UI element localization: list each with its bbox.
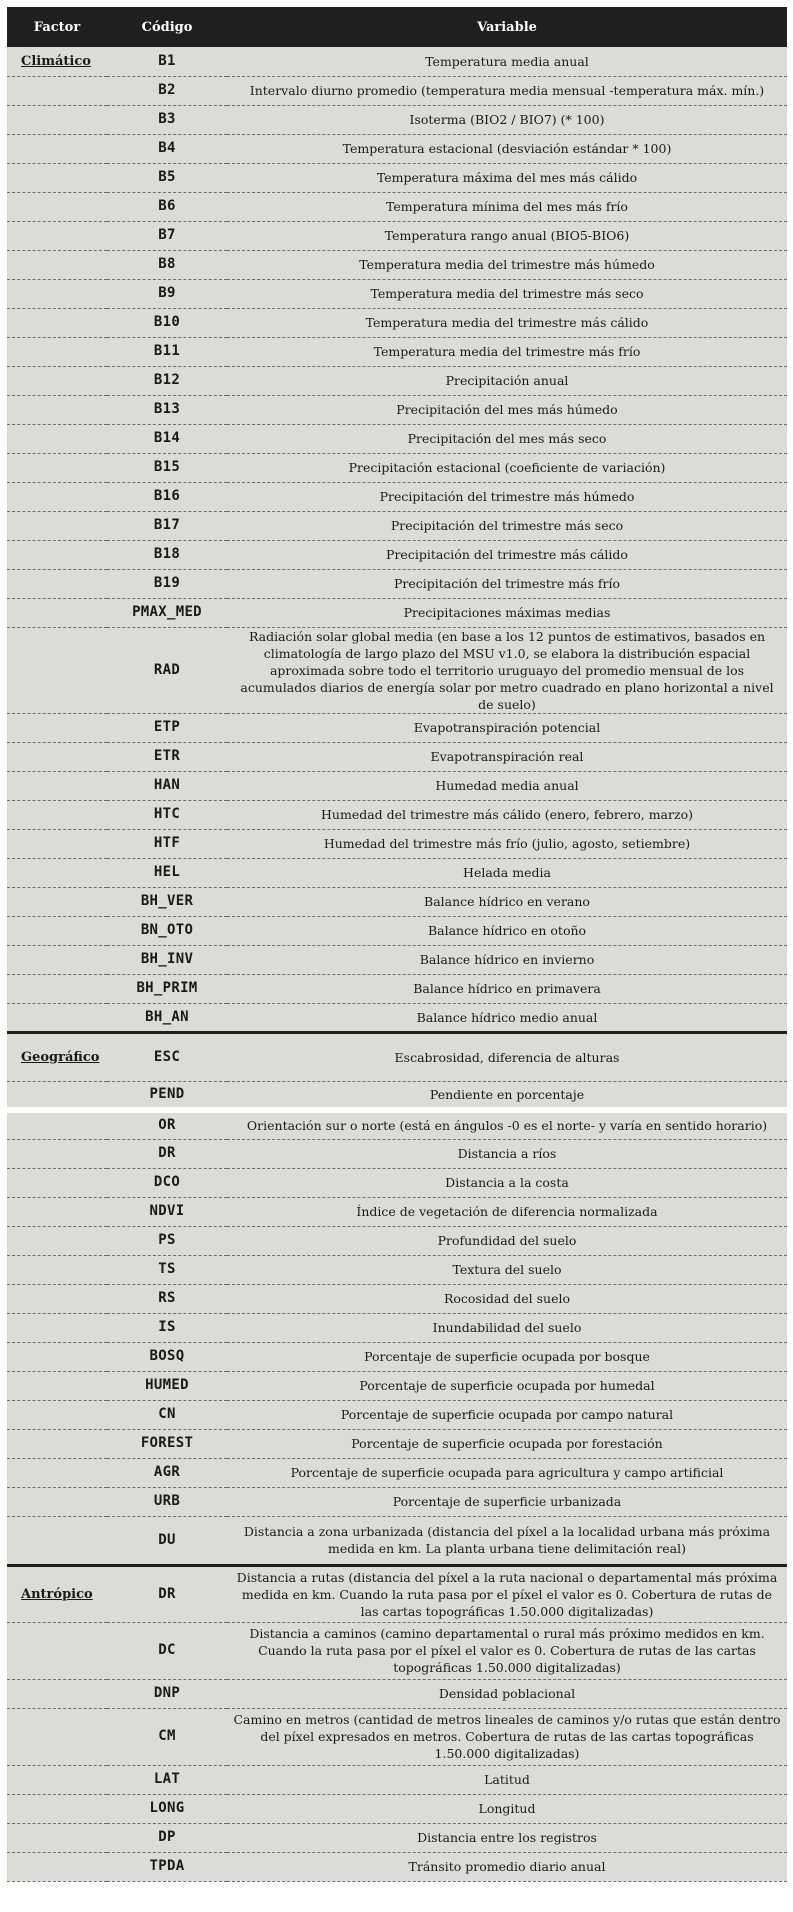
variable-cell: Porcentaje de superficie urbanizada [227,1487,787,1516]
table-row [7,1226,787,1255]
factor-cell [7,713,107,742]
table-row [7,1197,787,1226]
variable-cell: Radiación solar global media (en base a los 12 puntos de estimativos, basados en climatología de largo plazo del MSU v1.0, se elabora la distribución espacial aproximada sobre todo el territorio uruguayo del promedio mensual de los acumulados diarios de energía solar por metro cuadrado en plano horizontal a nivel de suelo) [227,627,787,713]
factor-cell [7,279,107,308]
code-cell: B17 [107,511,227,540]
variable-cell: Humedad media anual [227,771,787,800]
table-row [7,771,787,800]
code-cell: DCO [107,1168,227,1197]
variable-cell: Porcentaje de superficie ocupada por humedal [227,1371,787,1400]
factor-label-antropico: Antrópico [7,1565,107,1622]
factor-cell [7,1794,107,1823]
code-cell: BOSQ [107,1342,227,1371]
table-row [7,1400,787,1429]
table-row [7,279,787,308]
factor-cell [7,134,107,163]
factor-cell [7,511,107,540]
code-cell: B18 [107,540,227,569]
factor-cell [7,221,107,250]
table-row [7,482,787,511]
code-cell: LONG [107,1794,227,1823]
variable-cell: Precipitación del trimestre más seco [227,511,787,540]
table-row [7,598,787,627]
factor-cell [7,1197,107,1226]
table-row [7,1284,787,1313]
code-cell: IS [107,1313,227,1342]
variable-cell: Balance hídrico en otoño [227,916,787,945]
factor-cell [7,742,107,771]
table-row [7,1516,787,1565]
code-cell: B7 [107,221,227,250]
table-row [7,858,787,887]
factor-cell [7,1003,107,1032]
table-row [7,1565,787,1622]
table-row [7,105,787,134]
code-cell: ESC [107,1032,227,1081]
table-row [7,829,787,858]
code-cell: DNP [107,1679,227,1708]
table-row [7,540,787,569]
factor-cell [7,1458,107,1487]
table-row [7,1429,787,1458]
variable-cell: Distancia a la costa [227,1168,787,1197]
code-cell: NDVI [107,1197,227,1226]
code-cell: TPDA [107,1852,227,1881]
variable-cell: Precipitación del mes más seco [227,424,787,453]
factor-cell [7,974,107,1003]
table-row [7,1371,787,1400]
variable-cell: Tránsito promedio diario anual [227,1852,787,1881]
table-row [7,1110,787,1139]
factor-cell [7,1516,107,1565]
variable-cell: Temperatura rango anual (BIO5-BIO6) [227,221,787,250]
factor-cell [7,250,107,279]
code-cell: DR [107,1139,227,1168]
table-row [7,250,787,279]
table-row [7,1622,787,1679]
variable-cell: Precipitación del trimestre más húmedo [227,482,787,511]
factor-cell [7,1168,107,1197]
variable-cell: Porcentaje de superficie ocupada por forestación [227,1429,787,1458]
variables-table [7,7,787,1882]
code-cell: PMAX_MED [107,598,227,627]
code-cell: DC [107,1622,227,1679]
table-row [7,1139,787,1168]
factor-cell [7,395,107,424]
variable-cell: Camino en metros (cantidad de metros lineales de caminos y/o rutas que están dentro del píxel expresados en metros. Cobertura de rutas de las cartas topográficas 1.50.000 digitalizadas) [227,1708,787,1765]
code-cell: BH_INV [107,945,227,974]
table-row [7,453,787,482]
factor-cell [7,916,107,945]
table-row [7,945,787,974]
factor-cell [7,800,107,829]
variable-cell: Balance hídrico en invierno [227,945,787,974]
variable-cell: Temperatura media anual [227,47,787,76]
factor-cell [7,829,107,858]
factor-cell [7,1342,107,1371]
variable-cell: Porcentaje de superficie ocupada por campo natural [227,1400,787,1429]
table-row [7,713,787,742]
code-cell: B11 [107,337,227,366]
code-cell: B15 [107,453,227,482]
code-cell: DR [107,1565,227,1622]
factor-cell [7,627,107,713]
code-cell: DP [107,1823,227,1852]
variable-cell: Precipitaciones máximas medias [227,598,787,627]
variable-cell: Evapotranspiración real [227,742,787,771]
table-row [7,1679,787,1708]
variable-cell: Distancia a caminos (camino departamental o rural más próximo medidos en km. Cuando la ruta pasa por el píxel el valor es 0. Cobertura de rutas de las cartas topográficas 1.50.000 digitalizadas) [227,1622,787,1679]
variable-cell: Profundidad del suelo [227,1226,787,1255]
variable-cell: Temperatura mínima del mes más frío [227,192,787,221]
code-cell: ETR [107,742,227,771]
table-row [7,1168,787,1197]
code-cell: BH_VER [107,887,227,916]
table-row [7,800,787,829]
factor-cell [7,858,107,887]
variable-cell: Porcentaje de superficie ocupada para agricultura y campo artificial [227,1458,787,1487]
variable-cell: Índice de vegetación de diferencia normalizada [227,1197,787,1226]
code-cell: CM [107,1708,227,1765]
table-row [7,1255,787,1284]
variable-cell: Latitud [227,1765,787,1794]
code-cell: AGR [107,1458,227,1487]
table-row [7,424,787,453]
variable-cell: Longitud [227,1794,787,1823]
factor-cell [7,1823,107,1852]
code-cell: B10 [107,308,227,337]
table-row [7,974,787,1003]
code-cell: HAN [107,771,227,800]
table-row [7,1708,787,1765]
variable-cell: Humedad del trimestre más frío (julio, agosto, setiembre) [227,829,787,858]
variable-cell: Balance hídrico medio anual [227,1003,787,1032]
table-row [7,1852,787,1881]
header-code: Código [107,7,227,47]
factor-cell [7,163,107,192]
variable-cell: Precipitación estacional (coeficiente de variación) [227,453,787,482]
variable-cell: Balance hídrico en verano [227,887,787,916]
code-cell: B9 [107,279,227,308]
variable-cell: Distancia a rutas (distancia del píxel a la ruta nacional o departamental más próxima medida en km. Cuando la ruta pasa por el píxel el valor es 0. Cobertura de rutas de las cartas topográficas 1.50.000 digitalizadas) [227,1565,787,1622]
code-cell: B14 [107,424,227,453]
factor-cell [7,1313,107,1342]
factor-cell [7,1852,107,1881]
variable-cell: Orientación sur o norte (está en ángulos -0 es el norte- y varía en sentido horario) [227,1110,787,1139]
table-row [7,337,787,366]
variable-cell: Pendiente en porcentaje [227,1081,787,1110]
table-row [7,1313,787,1342]
table-row [7,627,787,713]
factor-cell [7,1110,107,1139]
factor-cell [7,76,107,105]
variable-cell: Temperatura estacional (desviación estándar * 100) [227,134,787,163]
factor-cell [7,771,107,800]
table-row [7,163,787,192]
factor-cell [7,105,107,134]
code-cell: B13 [107,395,227,424]
code-cell: CN [107,1400,227,1429]
variable-cell: Distancia a zona urbanizada (distancia del píxel a la localidad urbana más próxima medida en km. La planta urbana tiene delimitación real) [227,1516,787,1565]
table-row [7,134,787,163]
table-row [7,1765,787,1794]
table-row [7,887,787,916]
factor-cell [7,1429,107,1458]
factor-cell [7,1255,107,1284]
code-cell: B19 [107,569,227,598]
variable-cell: Evapotranspiración potencial [227,713,787,742]
factor-cell [7,192,107,221]
code-cell: FOREST [107,1429,227,1458]
table-row [7,916,787,945]
code-cell: HUMED [107,1371,227,1400]
code-cell: LAT [107,1765,227,1794]
table-row [7,76,787,105]
table-row [7,1458,787,1487]
factor-cell [7,1765,107,1794]
table-row [7,1342,787,1371]
table-row [7,569,787,598]
factor-cell [7,1284,107,1313]
table-row [7,47,787,76]
factor-cell [7,308,107,337]
table-row [7,366,787,395]
code-cell: PS [107,1226,227,1255]
factor-cell [7,337,107,366]
factor-cell [7,1487,107,1516]
table-row [7,511,787,540]
variable-cell: Temperatura máxima del mes más cálido [227,163,787,192]
factor-cell [7,1371,107,1400]
variable-cell: Helada media [227,858,787,887]
header-variable: Variable [227,7,787,47]
factor-cell [7,1679,107,1708]
variable-cell: Textura del suelo [227,1255,787,1284]
code-cell: B16 [107,482,227,511]
factor-label-geografico: Geográfico [7,1032,107,1081]
variable-cell: Precipitación del trimestre más cálido [227,540,787,569]
variable-cell: Porcentaje de superficie ocupada por bosque [227,1342,787,1371]
code-cell: B1 [107,47,227,76]
factor-cell [7,1226,107,1255]
variable-cell: Precipitación del trimestre más frío [227,569,787,598]
factor-cell [7,453,107,482]
variable-cell: Isoterma (BIO2 / BIO7) (* 100) [227,105,787,134]
code-cell: RS [107,1284,227,1313]
factor-cell [7,569,107,598]
variable-cell: Rocosidad del suelo [227,1284,787,1313]
code-cell: B3 [107,105,227,134]
factor-label-climatico: Climático [7,47,107,76]
factor-cell [7,366,107,395]
factor-cell [7,424,107,453]
code-cell: URB [107,1487,227,1516]
variable-cell: Temperatura media del trimestre más frío [227,337,787,366]
variable-cell: Temperatura media del trimestre más cálido [227,308,787,337]
code-cell: TS [107,1255,227,1284]
factor-cell [7,1400,107,1429]
factor-cell [7,1708,107,1765]
factor-cell [7,945,107,974]
factor-cell [7,887,107,916]
code-cell: HTF [107,829,227,858]
factor-cell [7,1622,107,1679]
code-cell: B8 [107,250,227,279]
table-row [7,308,787,337]
code-cell: BN_OTO [107,916,227,945]
code-cell: BH_AN [107,1003,227,1032]
factor-cell [7,1081,107,1110]
variable-cell: Humedad del trimestre más cálido (enero, febrero, marzo) [227,800,787,829]
table-row [7,1794,787,1823]
factor-cell [7,482,107,511]
variable-cell: Temperatura media del trimestre más húmedo [227,250,787,279]
variable-cell: Densidad poblacional [227,1679,787,1708]
table-row [7,192,787,221]
code-cell: B2 [107,76,227,105]
variable-cell: Inundabilidad del suelo [227,1313,787,1342]
table-row [7,1487,787,1516]
table-row [7,1823,787,1852]
variable-cell: Precipitación del mes más húmedo [227,395,787,424]
header-factor: Factor [7,7,107,47]
factor-cell [7,1139,107,1168]
variable-cell: Intervalo diurno promedio (temperatura media mensual -temperatura máx. mín.) [227,76,787,105]
variable-cell: Precipitación anual [227,366,787,395]
code-cell: PEND [107,1081,227,1110]
table-row [7,221,787,250]
table-body [7,47,787,1881]
code-cell: ETP [107,713,227,742]
table-row [7,395,787,424]
code-cell: B12 [107,366,227,395]
code-cell: RAD [107,627,227,713]
code-cell: HTC [107,800,227,829]
factor-cell [7,598,107,627]
code-cell: B5 [107,163,227,192]
variable-cell: Temperatura media del trimestre más seco [227,279,787,308]
table-row [7,742,787,771]
code-cell: OR [107,1110,227,1139]
table-header-row [7,7,787,47]
table-row [7,1081,787,1110]
table-row [7,1003,787,1032]
variable-cell: Balance hídrico en primavera [227,974,787,1003]
code-cell: HEL [107,858,227,887]
table-row [7,1032,787,1081]
code-cell: BH_PRIM [107,974,227,1003]
variable-cell: Distancia a ríos [227,1139,787,1168]
code-cell: B4 [107,134,227,163]
variable-cell: Distancia entre los registros [227,1823,787,1852]
variable-cell: Escabrosidad, diferencia de alturas [227,1032,787,1081]
code-cell: DU [107,1516,227,1565]
factor-cell [7,540,107,569]
code-cell: B6 [107,192,227,221]
